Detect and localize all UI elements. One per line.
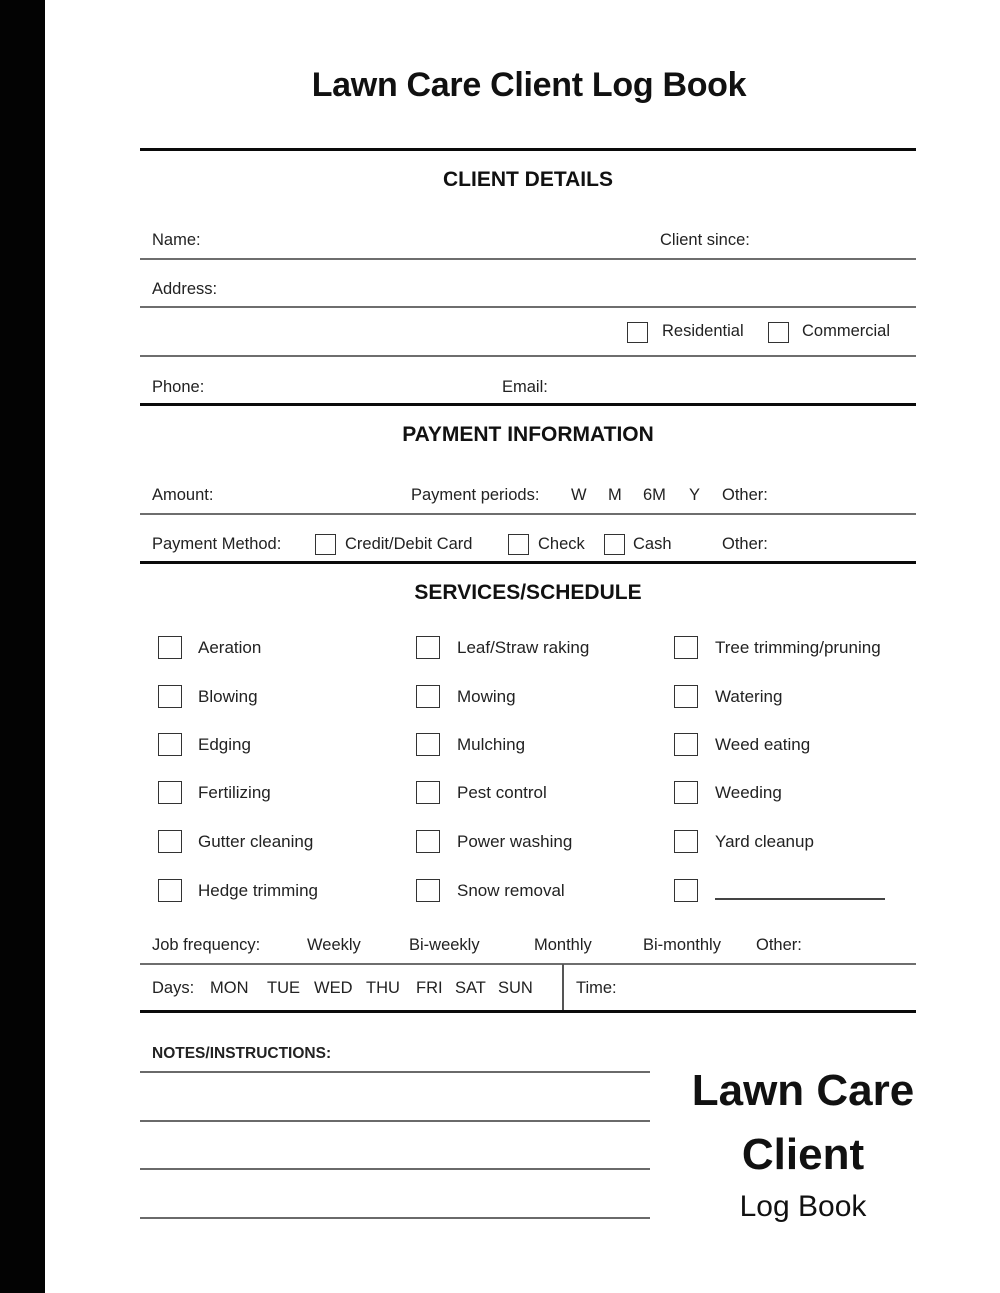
service-label: Weed eating — [715, 735, 811, 754]
service-checkbox-watering[interactable] — [674, 685, 698, 708]
days-time-divider — [562, 964, 564, 1012]
service-checkbox-yard-cleanup[interactable] — [674, 830, 698, 853]
service-label: Snow removal — [457, 881, 565, 900]
service-label: Weeding — [715, 783, 782, 802]
day-sat[interactable]: SAT — [455, 979, 486, 997]
notes-line-3[interactable] — [140, 1168, 650, 1170]
residential-label: Residential — [662, 322, 744, 340]
frequency-line — [140, 963, 916, 965]
payment-heading: PAYMENT INFORMATION — [402, 423, 654, 446]
service-checkbox-leaf-straw-raking[interactable] — [416, 636, 440, 659]
service-checkbox-mowing[interactable] — [416, 685, 440, 708]
frequency-bimonthly[interactable]: Bi-monthly — [643, 936, 721, 954]
period-m[interactable]: M — [608, 486, 622, 504]
phone-label: Phone: — [152, 378, 205, 396]
service-checkbox-tree-trimming[interactable] — [674, 636, 698, 659]
period-6m[interactable]: 6M — [643, 486, 666, 504]
service-label: Mulching — [457, 735, 526, 754]
divider — [140, 561, 916, 564]
service-label: Leaf/Straw raking — [457, 638, 590, 657]
service-checkbox-aeration[interactable] — [158, 636, 182, 659]
name-label: Name: — [152, 231, 201, 249]
notes-heading: NOTES/INSTRUCTIONS: — [152, 1045, 332, 1062]
divider — [140, 1010, 916, 1013]
notes-line-2[interactable] — [140, 1120, 650, 1122]
page-title: Lawn Care Client Log Book — [311, 66, 747, 104]
day-thu[interactable]: THU — [366, 979, 400, 997]
frequency-weekly[interactable]: Weekly — [307, 936, 361, 954]
service-checkbox-hedge-trimming[interactable] — [158, 879, 182, 902]
service-label: Gutter cleaning — [198, 832, 314, 851]
day-tue[interactable]: TUE — [267, 979, 300, 997]
name-field-line[interactable] — [140, 258, 916, 260]
frequency-biweekly[interactable]: Bi-weekly — [409, 936, 480, 954]
service-label: Mowing — [457, 687, 516, 706]
day-sun[interactable]: SUN — [498, 979, 533, 997]
job-frequency-label: Job frequency: — [152, 936, 261, 954]
address-field-line[interactable] — [140, 306, 916, 308]
check-checkbox[interactable] — [508, 534, 529, 555]
service-label: Fertilizing — [198, 783, 271, 802]
email-label: Email: — [502, 378, 548, 396]
period-w[interactable]: W — [571, 486, 587, 504]
frequency-other-label: Other: — [756, 936, 802, 954]
client-since-label: Client since: — [660, 231, 750, 249]
cash-label: Cash — [633, 535, 672, 553]
commercial-checkbox[interactable] — [768, 322, 789, 343]
amount-label: Amount: — [152, 486, 214, 504]
service-label: Blowing — [198, 687, 258, 706]
brand-line-1: Lawn Care — [691, 1066, 915, 1115]
payment-method-label: Payment Method: — [152, 535, 282, 553]
cash-checkbox[interactable] — [604, 534, 625, 555]
service-label: Pest control — [457, 783, 547, 802]
payment-periods-label: Payment periods: — [411, 486, 540, 504]
address-label: Address: — [152, 280, 218, 298]
service-checkbox-weeding[interactable] — [674, 781, 698, 804]
custom-service-blank[interactable] — [715, 898, 885, 900]
check-label: Check — [538, 535, 585, 553]
brand-line-2: Client — [741, 1130, 865, 1179]
day-wed[interactable]: WED — [314, 979, 353, 997]
service-checkbox-edging[interactable] — [158, 733, 182, 756]
service-checkbox-custom[interactable] — [674, 879, 698, 902]
credit-debit-checkbox[interactable] — [315, 534, 336, 555]
method-other-label: Other: — [722, 535, 768, 553]
day-fri[interactable]: FRI — [416, 979, 443, 997]
service-checkbox-gutter-cleaning[interactable] — [158, 830, 182, 853]
notes-line-1[interactable] — [140, 1071, 650, 1073]
service-checkbox-blowing[interactable] — [158, 685, 182, 708]
time-label: Time: — [576, 979, 617, 997]
service-checkbox-snow-removal[interactable] — [416, 879, 440, 902]
amount-field-line[interactable] — [140, 513, 916, 515]
day-mon[interactable]: MON — [210, 979, 249, 997]
service-checkbox-mulching[interactable] — [416, 733, 440, 756]
service-label: Tree trimming/pruning — [715, 638, 881, 657]
period-other-label: Other: — [722, 486, 768, 504]
services-heading: SERVICES/SCHEDULE — [414, 581, 642, 604]
service-checkbox-pest-control[interactable] — [416, 781, 440, 804]
service-checkbox-power-washing[interactable] — [416, 830, 440, 853]
residential-checkbox[interactable] — [627, 322, 648, 343]
service-label: Edging — [198, 735, 251, 754]
address-line-2[interactable] — [140, 355, 916, 357]
client-details-heading: CLIENT DETAILS — [443, 168, 613, 191]
frequency-monthly[interactable]: Monthly — [534, 936, 592, 954]
service-checkbox-weed-eating[interactable] — [674, 733, 698, 756]
commercial-label: Commercial — [802, 322, 891, 340]
service-checkbox-fertilizing[interactable] — [158, 781, 182, 804]
book-spine — [0, 0, 45, 1293]
notes-line-4[interactable] — [140, 1217, 650, 1219]
brand-line-3: Log Book — [739, 1190, 867, 1223]
days-label: Days: — [152, 979, 195, 997]
service-label: Hedge trimming — [198, 881, 318, 900]
service-label: Power washing — [457, 832, 573, 851]
service-label: Yard cleanup — [715, 832, 814, 851]
credit-debit-label: Credit/Debit Card — [345, 535, 473, 553]
period-y[interactable]: Y — [689, 486, 701, 504]
service-label: Watering — [715, 687, 783, 706]
service-label: Aeration — [198, 638, 262, 657]
divider — [140, 403, 916, 406]
divider — [140, 148, 916, 151]
